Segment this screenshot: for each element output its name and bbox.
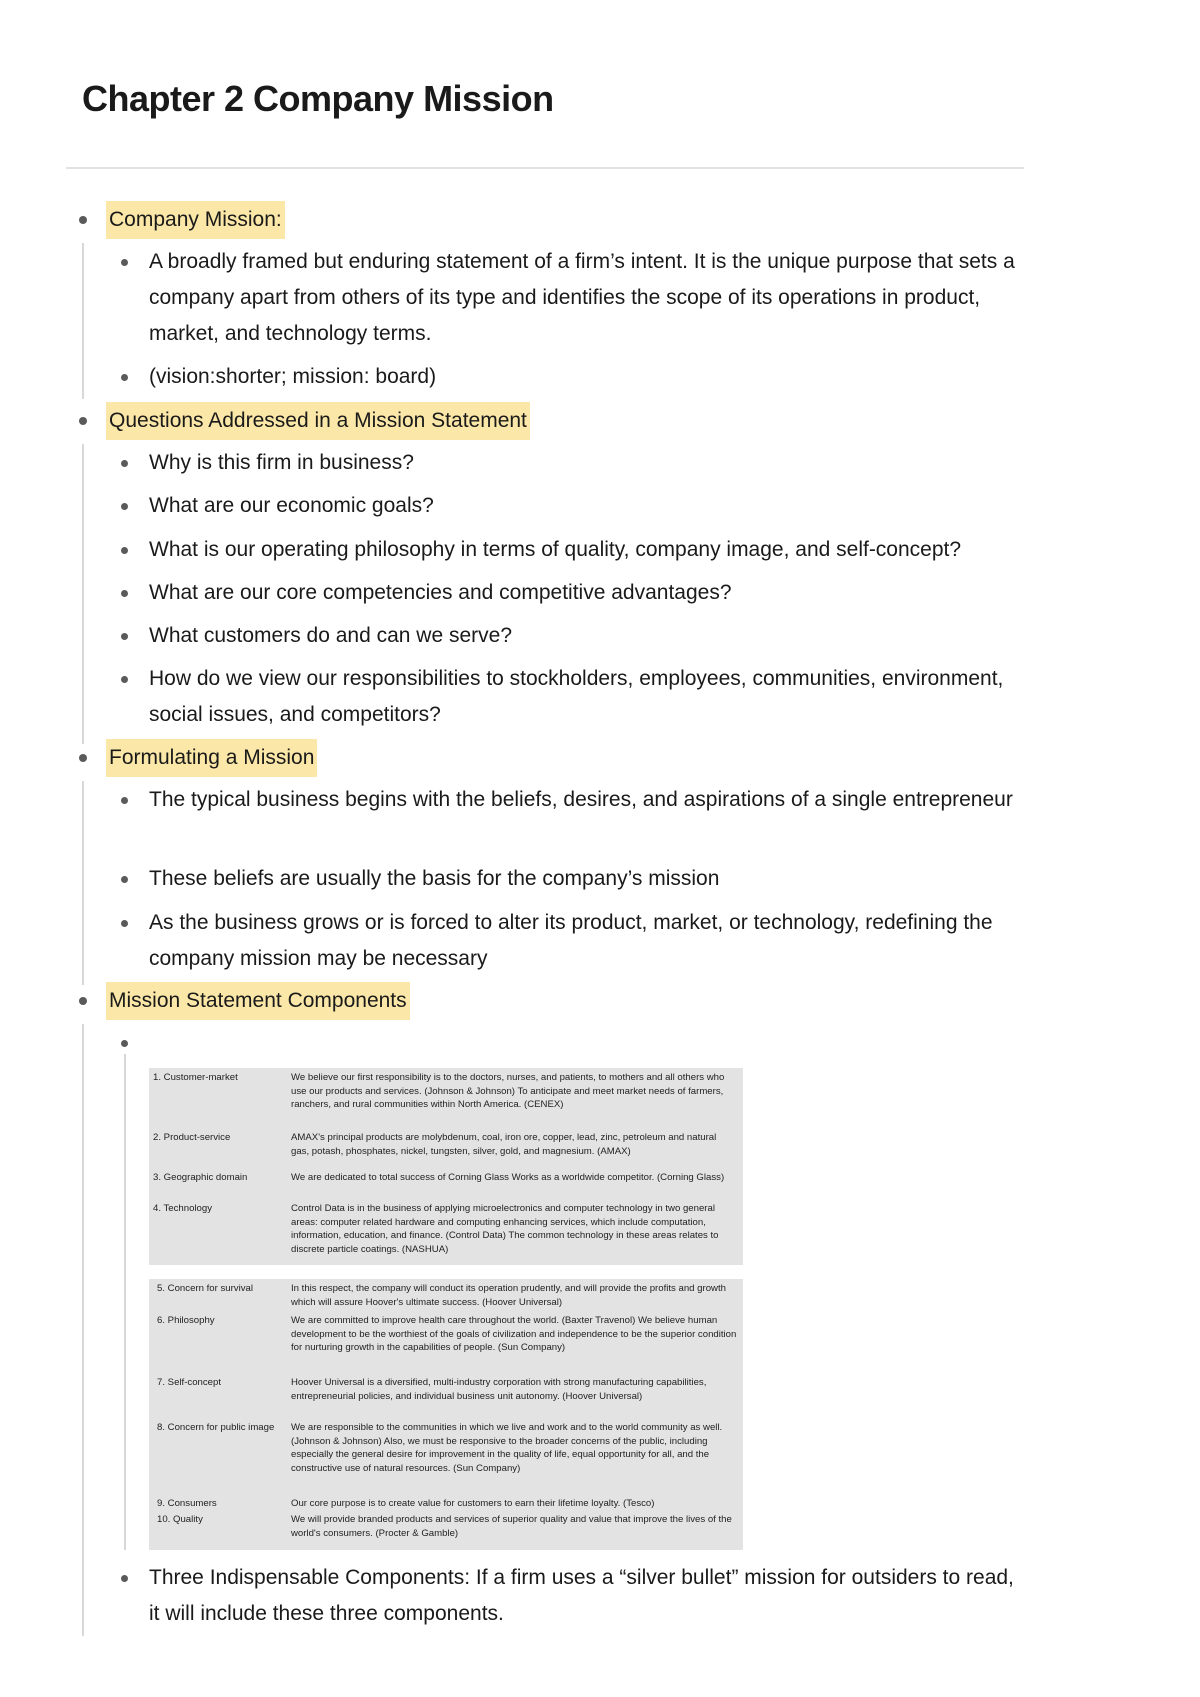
component-label: 2. Product-service: [153, 1132, 231, 1143]
table-row: [149, 1376, 743, 1421]
component-example: AMAX's principal products are molybdenum, coal, iron ore, copper, lead, zinc, petroleum and natural gas, potash, phosphates, nickel, tungsten, silver, gold, and magnesium. (AMAX): [291, 1132, 717, 1157]
table-row: [149, 1071, 743, 1131]
bullet-marker: [121, 920, 128, 927]
list-item: What are our economic goals?: [149, 494, 434, 517]
list-item: Three Indispensable Components: If a firm uses a “silver bullet” mission for outsiders to read, it will include these three components.: [149, 1566, 1014, 1625]
list-item: As the business grows or is forced to alter its product, market, or technology, redefining the company mission may be necessary: [149, 911, 993, 970]
table-row: [149, 1171, 743, 1202]
list-item: These beliefs are usually the basis for the company’s mission: [149, 867, 720, 890]
section-heading-formulating: Formulating a Mission: [106, 739, 317, 777]
page-title: Chapter 2 Company Mission: [82, 78, 554, 119]
title-divider: [66, 167, 1024, 169]
bullet-marker: [121, 374, 128, 381]
component-label: 5. Concern for survival: [157, 1283, 253, 1294]
component-label: 7. Self-concept: [157, 1377, 221, 1388]
nested-indent-guide: [124, 1054, 126, 1550]
bullet-marker: [121, 876, 128, 883]
list-item: How do we view our responsibilities to stockholders, employees, communities, environment, social issues, and competitors?: [149, 667, 1004, 726]
section-heading-components: Mission Statement Components: [106, 982, 410, 1020]
component-example: Hoover Universal is a diversified, multi-industry corporation with strong manufacturing capabilities, entrepreneurial policies, and individual business unit autonomy. (Hoover Universal): [291, 1377, 707, 1402]
component-label: 10. Quality: [157, 1514, 203, 1525]
mission-components-table-2: [149, 1279, 743, 1550]
component-example: We believe our first responsibility is to the doctors, nurses, and patients, to mothers and all others who use our products and services. (Johnson & Johnson) To anticipate and meet market needs of farmers, ranchers, and rural communities within North America. (CENEX): [291, 1072, 725, 1111]
list-item: What customers do and can we serve?: [149, 624, 513, 647]
component-example: We will provide branded products and services of superior quality and value that improve the lives of the world's consumers. (Procter & Gamble): [291, 1514, 732, 1539]
list-item: Why is this firm in business?: [149, 451, 414, 474]
bullet-marker: [121, 1575, 128, 1582]
bullet-marker: [121, 676, 128, 683]
bullet-marker: [79, 417, 87, 425]
list-item: (vision:shorter; mission: board): [149, 365, 437, 388]
bullet-marker: [121, 590, 128, 597]
bullet-marker: [79, 216, 87, 224]
indent-guide-line: [82, 444, 84, 744]
component-example: We are committed to improve health care throughout the world. (Baxter Travenol) We believe human development to be the worthiest of the goals of civilization and independence to be the superior condition for nurturing growth in the capabilities of people. (Sun Company): [291, 1315, 737, 1354]
bullet-marker: [121, 633, 128, 640]
table-row: [149, 1131, 743, 1171]
component-label: 4. Technology: [153, 1203, 213, 1214]
component-example: Control Data is in the business of applying microelectronics and computer technology in two general areas: computer related hardware and computing enhancing services, which include computation, information, education, and finance. (Control Data) The common technology in these areas relates to discrete particle coatings. (NASHUA): [291, 1203, 719, 1255]
bullet-marker: [121, 547, 128, 554]
table-row: [149, 1282, 743, 1314]
mission-components-table-1: [149, 1068, 743, 1265]
bullet-marker: [79, 997, 87, 1005]
table-row: [149, 1513, 743, 1540]
indent-guide-line: [82, 1024, 84, 1636]
list-item: What is our operating philosophy in terms of quality, company image, and self-concept?: [149, 538, 962, 561]
bullet-marker: [121, 259, 128, 266]
list-item: The typical business begins with the beliefs, desires, and aspirations of a single entrepreneur: [149, 788, 1013, 811]
component-label: 9. Consumers: [157, 1498, 217, 1509]
bullet-marker: [121, 460, 128, 467]
table-row: [149, 1202, 743, 1256]
component-example: In this respect, the company will conduct its operation prudently, and will provide the profits and growth which will assure Hoover's ultimate success. (Hoover Universal): [291, 1283, 726, 1308]
bullet-marker: [79, 754, 87, 762]
component-label: 1. Customer-market: [153, 1072, 238, 1083]
component-example: We are responsible to the communities in which we live and work and to the world community as well. (Johnson & Johnson) Also, we must be responsive to the broader concerns of the public, including especially the general desire for improvement in the quality of life, equal opportunity for all, and the constructive use of natural resources. (Sun Company): [291, 1422, 723, 1474]
indent-guide-line: [82, 781, 84, 985]
section-heading-company-mission: Company Mission:: [106, 201, 285, 239]
table-row: [149, 1314, 743, 1376]
component-label: 6. Philosophy: [157, 1315, 215, 1326]
indent-guide-line: [82, 243, 84, 399]
component-label: 3. Geographic domain: [153, 1172, 248, 1183]
component-example: We are dedicated to total success of Corning Glass Works as a worldwide competitor. (Corning Glass): [291, 1172, 725, 1183]
bullet-marker: [121, 503, 128, 510]
section-heading-questions: Questions Addressed in a Mission Statement: [106, 402, 530, 440]
list-item: What are our core competencies and competitive advantages?: [149, 581, 732, 604]
table-row: [149, 1421, 743, 1497]
list-item: A broadly framed but enduring statement of a firm’s intent. It is the unique purpose that sets a company apart from others of its type and identifies the scope of its operations in product, market, and technology terms.: [149, 250, 1015, 345]
bullet-marker: [121, 797, 128, 804]
component-example: Our core purpose is to create value for customers to earn their lifetime loyalty. (Tesco): [291, 1498, 655, 1509]
component-label: 8. Concern for public image: [157, 1422, 275, 1433]
bullet-marker: [121, 1040, 128, 1047]
table-row: [149, 1497, 743, 1513]
